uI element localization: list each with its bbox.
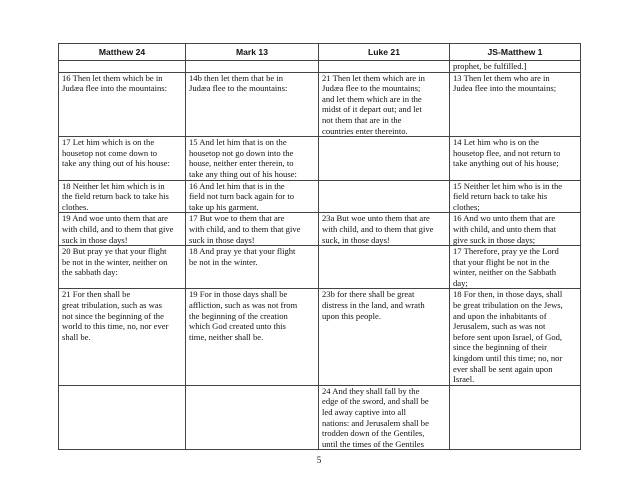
table-cell: 18 And pray ye that your flight be not in the winter. bbox=[186, 246, 319, 289]
table-cell bbox=[186, 61, 319, 73]
table-row bbox=[59, 246, 581, 289]
page-number: 5 bbox=[316, 455, 322, 465]
table-cell bbox=[319, 61, 450, 73]
table-cell: 17 Therefore, pray ye the Lord that your flight be not in the winter, neither on the Sabbath day; bbox=[450, 246, 581, 289]
header-mark-13: Mark 13 bbox=[186, 44, 319, 61]
table-row bbox=[59, 385, 581, 450]
table-cell: 20 But pray ye that your flight be not in the winter, neither on the sabbath day: bbox=[59, 246, 186, 289]
table-cell: 17 But woe to them that are with child, and to them that give suck in those days! bbox=[186, 213, 319, 246]
table-cell bbox=[59, 61, 186, 73]
header-matthew-24: Matthew 24 bbox=[59, 44, 186, 61]
table-cell: 18 For then, in those days, shall be great tribulation on the Jews, and upon the inhabitants of Jerusalem, such as was not before sent upon Israel, of God, since the beginning of their kingdom until this time; no, nor ever shall be sent again upon Israel. bbox=[450, 289, 581, 385]
header-row bbox=[59, 44, 581, 61]
table-row bbox=[59, 137, 581, 180]
table-cell: 23a But woe unto them that are with child, and to them that give suck, in those days! bbox=[319, 213, 450, 246]
table-row bbox=[59, 180, 581, 213]
header-js-matthew-1: JS-Matthew 1 bbox=[450, 44, 581, 61]
table-cell: 18 Neither let him which is in the field return back to take his clothes. bbox=[59, 180, 186, 213]
table-cell: 13 Then let them who are in Judea flee into the mountains; bbox=[450, 72, 581, 137]
table-cell: 15 And let him that is on the housetop not go down into the house, neither enter therein, to take any thing out of his house: bbox=[186, 137, 319, 180]
table-row bbox=[59, 72, 581, 137]
table-cell bbox=[450, 385, 581, 450]
table-cell bbox=[319, 137, 450, 180]
table-cell: 15 Neither let him who is in the field return back to take his clothes; bbox=[450, 180, 581, 213]
table-cell: 16 Then let them which be in Judæa flee into the mountains: bbox=[59, 72, 186, 137]
table-cell bbox=[319, 246, 450, 289]
table-cell: 14 Let him who is on the housetop flee, and not return to take anything out of his house; bbox=[450, 137, 581, 180]
table-cell: 24 And they shall fall by the edge of the sword, and shall be led away captive into all nations: and Jerusalem shall be trodden down of the Gentiles, until the times of the Gentiles bbox=[319, 385, 450, 450]
table-cell: 19 And woe unto them that are with child, and to them that give suck in those days! bbox=[59, 213, 186, 246]
table-row bbox=[59, 61, 581, 73]
table-cell: 23b for there shall be great distress in the land, and wrath upon this people. bbox=[319, 289, 450, 385]
table-cell: 21 For then shall be great tribulation, such as was not since the beginning of the world to this time, no, nor ever shall be. bbox=[59, 289, 186, 385]
table-cell: 16 And let him that is in the field not turn back again for to take up his garment. bbox=[186, 180, 319, 213]
header-luke-21: Luke 21 bbox=[319, 44, 450, 61]
table-row bbox=[59, 213, 581, 246]
table-cell: 19 For in those days shall be affliction, such as was not from the beginning of the creation which God created unto this time, neither shall be. bbox=[186, 289, 319, 385]
table-cell: prophet, be fulfilled.] bbox=[450, 61, 581, 73]
table-row bbox=[59, 289, 581, 385]
table-cell bbox=[186, 385, 319, 450]
table-cell bbox=[319, 180, 450, 213]
table-cell: 16 And wo unto them that are with child, and unto them that give suck in those days; bbox=[450, 213, 581, 246]
gospel-harmony-table bbox=[58, 43, 581, 450]
table-cell: 17 Let him which is on the housetop not come down to take any thing out of his house: bbox=[59, 137, 186, 180]
table-cell: 14b then let them that be in Judæa flee to the mountains: bbox=[186, 72, 319, 137]
table-cell bbox=[59, 385, 186, 450]
table-cell: 21 Then let them which are in Judæa flee to the mountains; and let them which are in the midst of it depart out; and let not them that are in the countries enter thereinto. bbox=[319, 72, 450, 137]
